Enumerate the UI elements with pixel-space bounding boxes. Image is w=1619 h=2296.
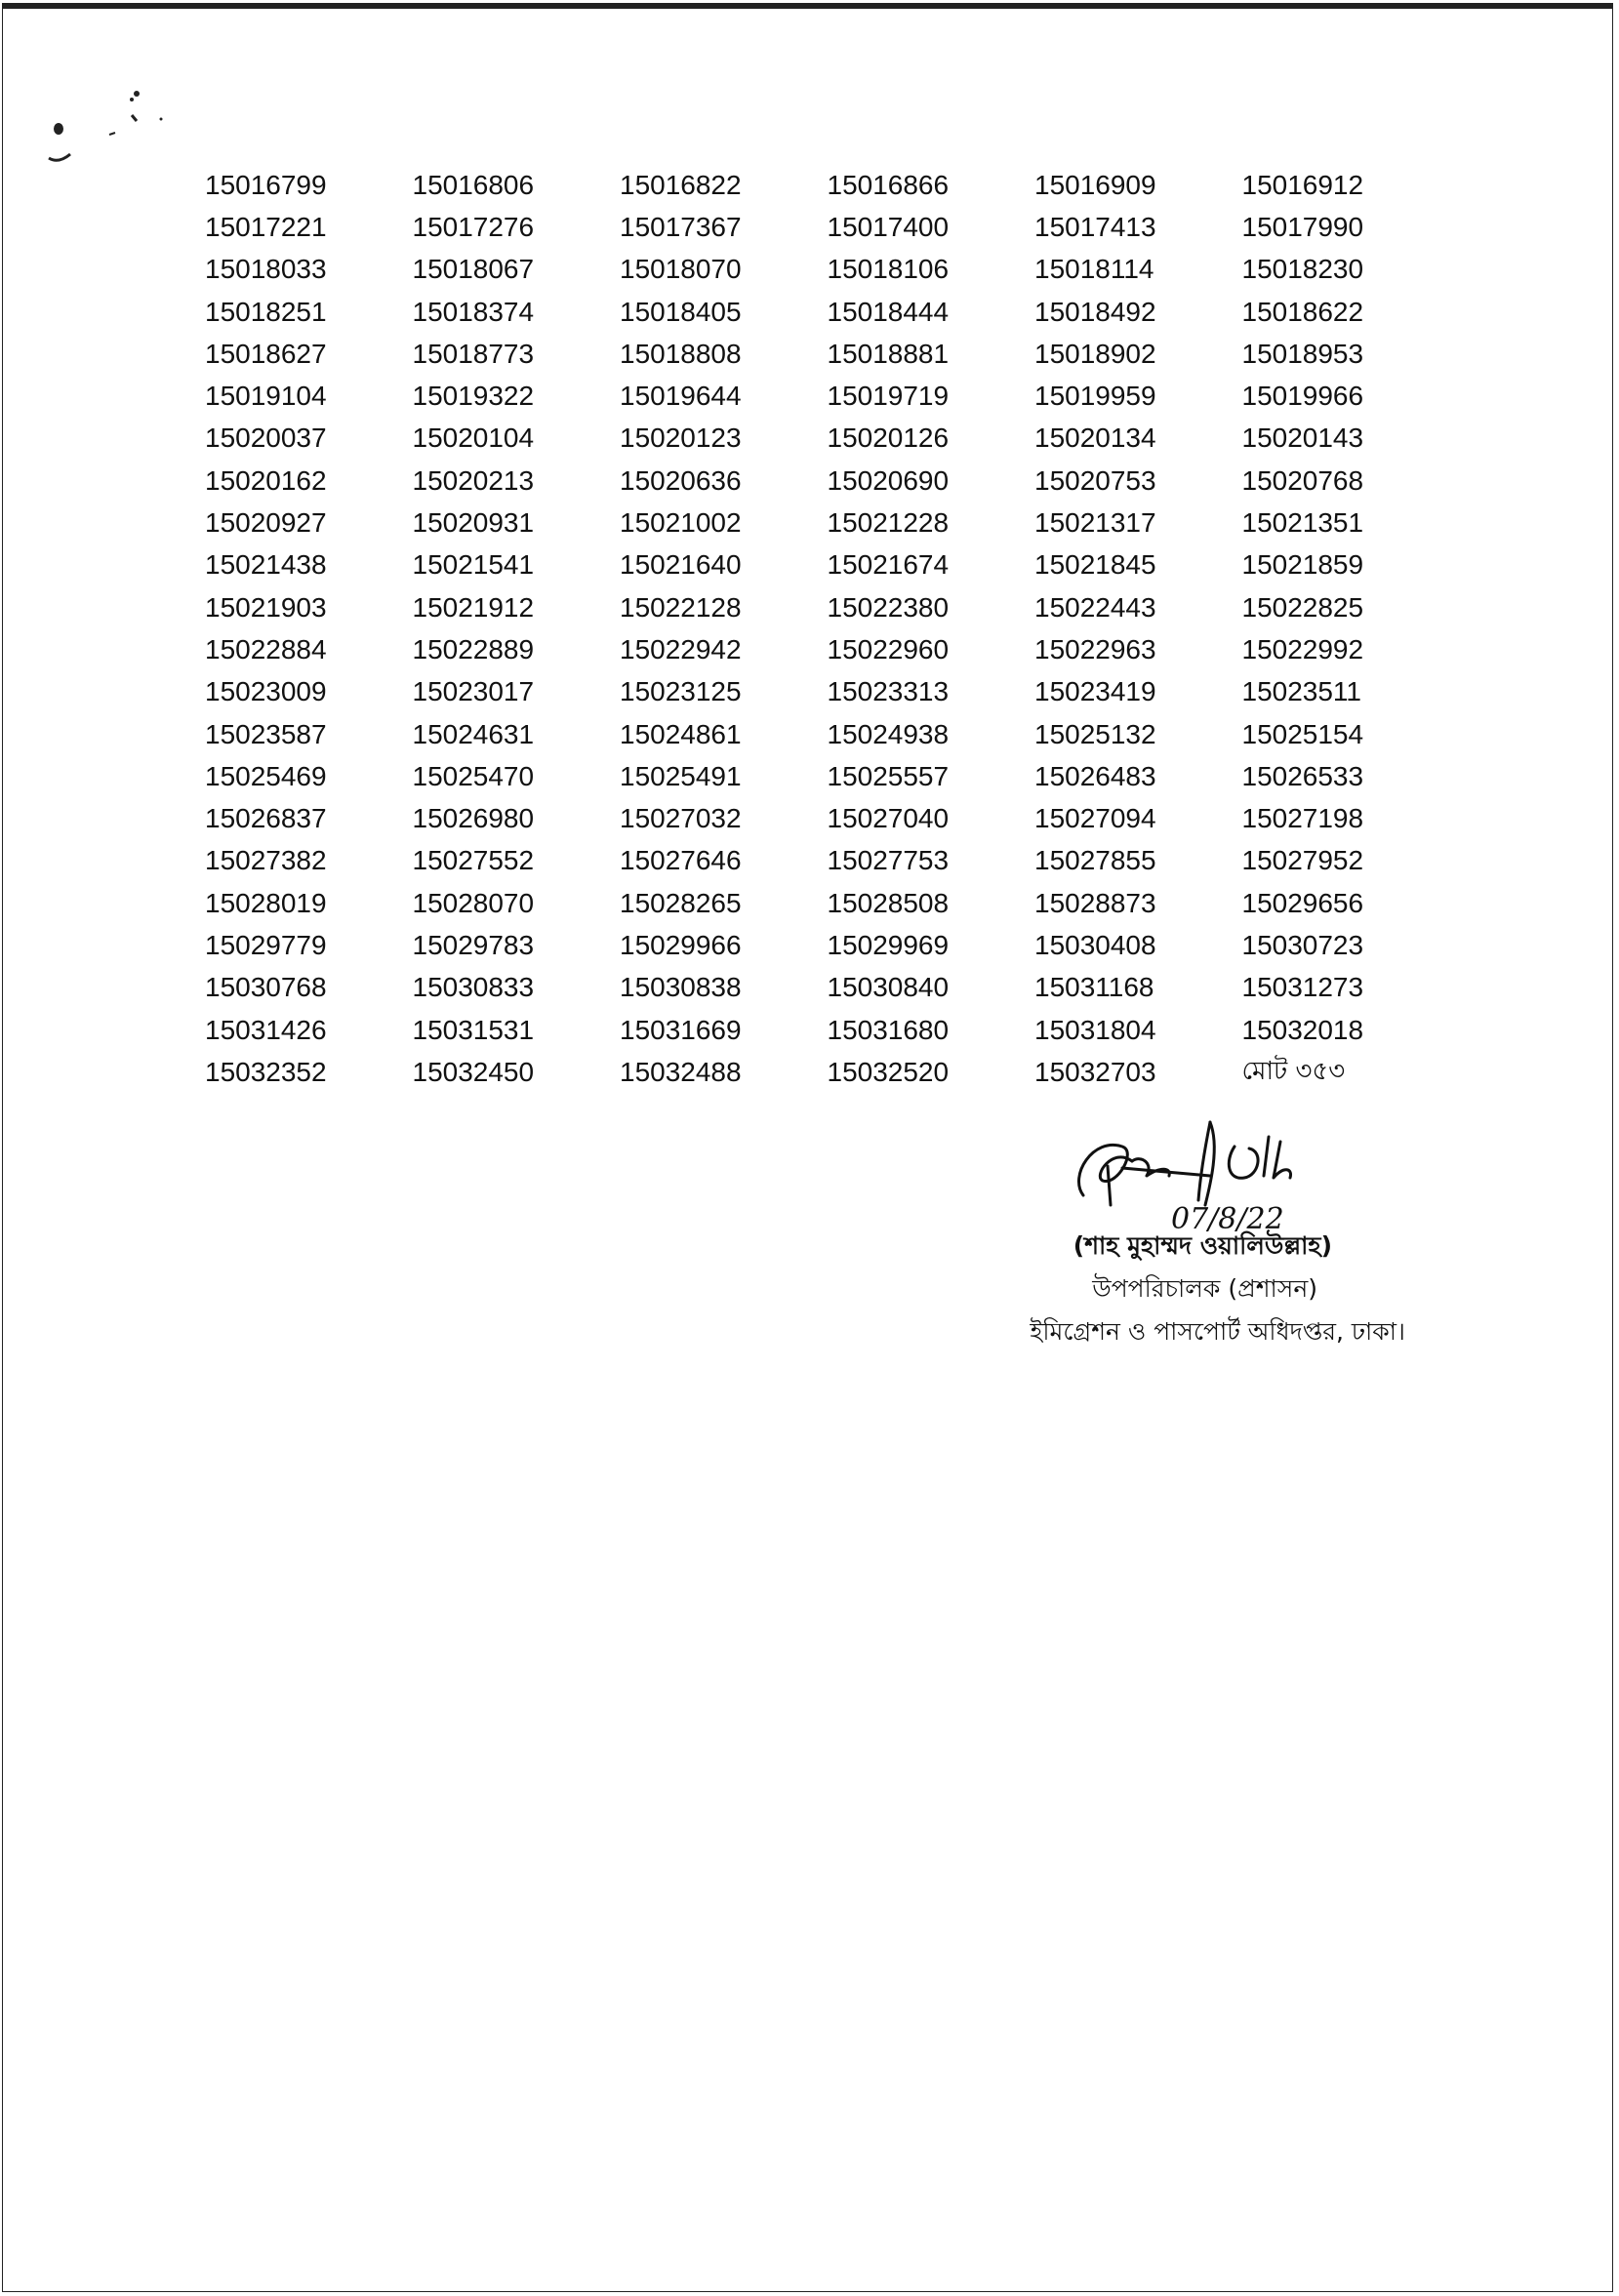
passport-number-cell: 15016806 [412,169,535,200]
passport-number-cell: 15020636 [620,464,742,496]
passport-number-cell: 15027552 [412,845,535,876]
passport-number-cell: 15031680 [827,1014,950,1045]
passport-number-cell: 15021912 [412,591,535,623]
table-row [193,586,1437,628]
passport-number-cell: 15026837 [205,803,327,834]
passport-number-cell: 15016822 [620,169,742,200]
passport-number-cell: 15018405 [620,296,742,327]
passport-number-cell: 15027855 [1034,845,1156,876]
passport-number-cell: 15018953 [1241,338,1364,369]
passport-number-cell: 15025154 [1241,718,1364,749]
passport-number-cell: 15020927 [205,507,327,539]
passport-number-cell: 15022443 [1034,591,1156,623]
total-count: মোট ৩৫৩ [1241,1057,1346,1087]
passport-number-cell: 15032450 [412,1057,535,1088]
passport-number-cell: 15031426 [205,1014,327,1045]
table-row [193,1051,1437,1094]
table-row [193,967,1437,1009]
passport-number-cell: 15022992 [1241,633,1364,665]
passport-number-cell: 15021438 [205,549,327,581]
passport-number-cell: 15020162 [205,464,327,496]
passport-number-cell: 15022128 [620,591,742,623]
passport-number-cell: 15017413 [1034,211,1156,242]
passport-number-cell: 15018251 [205,296,327,327]
passport-number-cell: 15023511 [1241,676,1361,707]
passport-number-cell: 15023017 [412,676,535,707]
passport-number-cell: 15029969 [827,929,950,960]
passport-number-cell: 15024938 [827,718,950,749]
passport-number-cell: 15020143 [1241,423,1364,454]
passport-number-cell: 15020753 [1034,464,1156,496]
passport-number-cell: 15019959 [1034,381,1156,412]
passport-number-cell: 15029783 [412,929,535,960]
passport-number-cell: 15018492 [1034,296,1156,327]
passport-number-cell: 15020126 [827,423,950,454]
passport-number-cell: 15021674 [827,549,950,581]
passport-number-cell: 15025557 [827,760,950,791]
passport-number-cell: 15023125 [620,676,742,707]
signatory-block [878,1225,1425,1353]
passport-number-cell: 15018067 [412,254,535,285]
passport-number-cell: 15029966 [620,929,742,960]
table-row [193,840,1437,882]
passport-number-cell: 15030408 [1034,929,1156,960]
passport-number-cell: 15021903 [205,591,327,623]
passport-number-cell: 15022380 [827,591,950,623]
passport-number-cell: 15021845 [1034,549,1156,581]
passport-number-cell: 15020134 [1034,423,1156,454]
passport-number-cell: 15026980 [412,803,535,834]
table-row [193,628,1437,670]
passport-number-cell: 15020690 [827,464,950,496]
passport-number-cell: 15017367 [620,211,742,242]
passport-number-cell: 15017276 [412,211,535,242]
passport-number-cell: 15020213 [412,464,535,496]
passport-number-cell: 15030838 [620,972,742,1003]
passport-number-cell: 15027646 [620,845,742,876]
passport-number-cell: 15027032 [620,803,742,834]
passport-number-cell: 15027952 [1241,845,1364,876]
passport-number-cell: 15022825 [1241,591,1364,623]
passport-number-cell: 15024631 [412,718,535,749]
passport-number-cell: 15021640 [620,549,742,581]
scan-specks [39,78,176,176]
passport-number-cell: 15031669 [620,1014,742,1045]
passport-number-cell: 15016912 [1241,169,1364,200]
passport-number-cell: 15020931 [412,507,535,539]
passport-number-cell: 15018033 [205,254,327,285]
passport-number-cell: 15020768 [1241,464,1364,496]
passport-number-cell: 15025132 [1034,718,1156,749]
passport-number-cell: 15021351 [1241,507,1364,539]
passport-number-cell: 15032703 [1034,1057,1156,1088]
passport-number-cell: 15016909 [1034,169,1156,200]
passport-number-cell: 15018808 [620,338,742,369]
passport-number-cell: 15021541 [412,549,535,581]
passport-number-cell: 15018444 [827,296,950,327]
passport-number-cell: 15023587 [205,718,327,749]
passport-number-cell: 15022889 [412,633,535,665]
table-row [193,206,1437,248]
table-row [193,460,1437,502]
passport-number-cell: 15028873 [1034,887,1156,918]
passport-number-cell: 15032520 [827,1057,950,1088]
passport-number-cell: 15022942 [620,633,742,665]
passport-number-cell: 15026483 [1034,760,1156,791]
passport-number-cell: 15030840 [827,972,950,1003]
passport-number-cell: 15017221 [205,211,327,242]
passport-number-cell: 15025469 [205,760,327,791]
table-row [193,882,1437,924]
signature-date: 07/8/22 [1171,1202,1284,1234]
passport-number-cell: 15021002 [620,507,742,539]
passport-number-cell: 15022963 [1034,633,1156,665]
passport-number-cell: 15016799 [205,169,327,200]
table-row [193,502,1437,544]
passport-number-cell: 15018070 [620,254,742,285]
passport-number-cell: 15018902 [1034,338,1156,369]
table-row [193,671,1437,713]
passport-number-cell: 15028019 [205,887,327,918]
signatory-office: ইমিগ্রেশন ও পাসপোর্ট অধিদপ্তর, ঢাকা। [1030,1317,1405,1346]
passport-number-cell: 15027198 [1241,803,1364,834]
passport-number-cell: 15019644 [620,381,742,412]
table-row [193,333,1437,375]
handwritten-signature [1064,1108,1356,1234]
passport-number-cell: 15021859 [1241,549,1364,581]
passport-number-cell: 15024861 [620,718,742,749]
passport-number-cell: 15029656 [1241,887,1364,918]
table-row [193,249,1437,291]
passport-number-cell: 15017400 [827,211,950,242]
table-row [193,797,1437,839]
passport-number-cell: 15032488 [620,1057,742,1088]
signatory-name: (শাহ মুহাম্মদ ওয়ালিউল্লাহ) [1073,1231,1332,1260]
passport-number-cell: 15028508 [827,887,950,918]
passport-number-cell: 15018881 [827,338,950,369]
passport-number-cell: 15031804 [1034,1014,1156,1045]
table-row [193,924,1437,966]
passport-number-cell: 15023009 [205,676,327,707]
passport-number-cell: 15021317 [1034,507,1156,539]
passport-number-cell: 15020123 [620,423,742,454]
table-row [193,544,1437,586]
passport-number-cell: 15022960 [827,633,950,665]
passport-number-cell: 15019966 [1241,381,1364,412]
passport-number-cell: 15018773 [412,338,535,369]
passport-number-cell: 15023313 [827,676,950,707]
passport-number-cell: 15025491 [620,760,742,791]
passport-number-table [193,164,1437,1094]
passport-number-cell: 15031531 [412,1014,535,1045]
passport-number-cell: 15022884 [205,633,327,665]
table-row [193,291,1437,333]
passport-number-cell: 15027753 [827,845,950,876]
table-row [193,1009,1437,1051]
passport-number-cell: 15016866 [827,169,950,200]
passport-number-cell: 15031273 [1241,972,1364,1003]
passport-number-cell: 15028265 [620,887,742,918]
passport-number-cell: 15018622 [1241,296,1364,327]
passport-number-cell: 15026533 [1241,760,1364,791]
passport-number-cell: 15018627 [205,338,327,369]
passport-number-cell: 15018106 [827,254,950,285]
passport-number-cell: 15027382 [205,845,327,876]
passport-number-cell: 15025470 [412,760,535,791]
passport-number-cell: 15027040 [827,803,950,834]
table-row [193,375,1437,417]
passport-number-cell: 15018230 [1241,254,1364,285]
passport-number-cell: 15030833 [412,972,535,1003]
table-row [193,418,1437,460]
passport-number-cell: 15028070 [412,887,535,918]
passport-number-cell: 15032352 [205,1057,327,1088]
passport-number-cell: 15017990 [1241,211,1364,242]
passport-number-cell: 15020037 [205,423,327,454]
passport-number-cell: 15018114 [1034,254,1154,285]
passport-number-cell: 15027094 [1034,803,1156,834]
passport-number-cell: 15023419 [1034,676,1156,707]
passport-number-cell: 15031168 [1034,972,1154,1003]
passport-number-cell: 15032018 [1241,1014,1364,1045]
passport-number-cell: 15021228 [827,507,950,539]
passport-number-cell: 15029779 [205,929,327,960]
passport-number-cell: 15018374 [412,296,535,327]
passport-number-cell: 15020104 [412,423,535,454]
passport-number-cell: 15030768 [205,972,327,1003]
table-row [193,755,1437,797]
passport-number-cell: 15030723 [1241,929,1364,960]
passport-number-cell: 15019322 [412,381,535,412]
table-row [193,164,1437,206]
passport-number-cell: 15019719 [827,381,950,412]
passport-number-cell: 15019104 [205,381,327,412]
table-row [193,713,1437,755]
signatory-designation: উপপরিচালক (প্রশাসন) [1092,1274,1317,1303]
